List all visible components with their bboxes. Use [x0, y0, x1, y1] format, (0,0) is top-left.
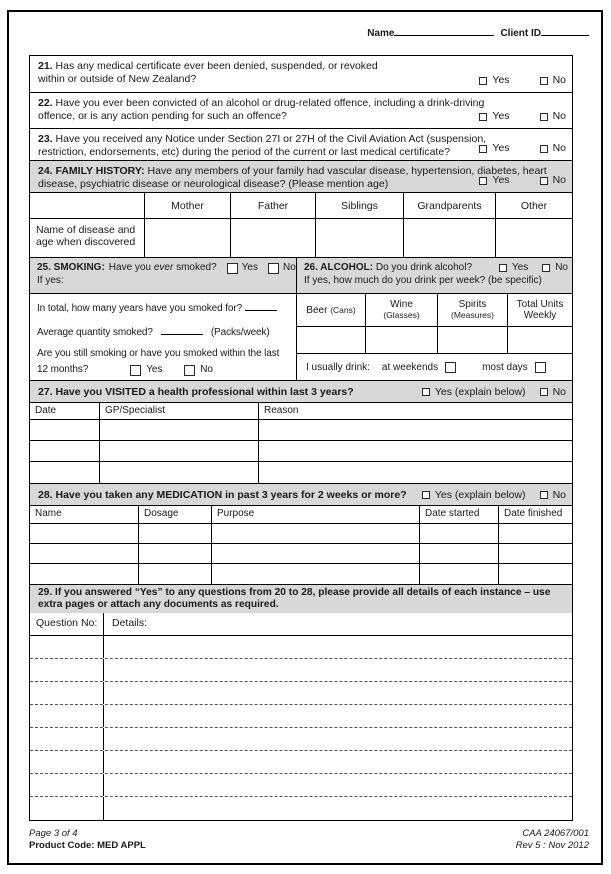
- family-table-header: [30, 193, 572, 219]
- visit-col-gp-specialist: GP/Specialist: [99, 403, 258, 419]
- family-cell-siblings[interactable]: [315, 219, 403, 257]
- medication-table: [29, 505, 573, 585]
- med-date-finished-cell[interactable]: [498, 544, 572, 563]
- visit-reason-cell[interactable]: [258, 441, 572, 461]
- visit-date-cell[interactable]: [30, 462, 99, 483]
- table-row: [30, 524, 572, 544]
- q29-instruction: 29. If you answered “Yes” to any questions from 20 to 28, please provide all details of each instance – use extra pages or attach any documents as required.: [30, 585, 572, 613]
- med-date-started-cell[interactable]: [419, 544, 498, 563]
- question-28-medication: [29, 483, 573, 506]
- alcohol-beer-cell[interactable]: [297, 327, 365, 353]
- question-no-cell[interactable]: [30, 774, 104, 796]
- details-cell[interactable]: [104, 774, 572, 796]
- footer-right: [516, 828, 589, 851]
- med-col-name: Name: [35, 508, 62, 519]
- q25-label: 25. SMOKING:: [37, 262, 105, 273]
- med-name-cell[interactable]: [30, 544, 138, 563]
- product-code: Product Code: MED APPL: [29, 839, 146, 851]
- med-name-cell[interactable]: [30, 524, 138, 543]
- visit-col-reason: Reason: [258, 403, 572, 419]
- alcohol-wine-cell[interactable]: [366, 327, 437, 353]
- visit-table: [29, 402, 573, 484]
- alcohol-total-units-cell[interactable]: [508, 327, 572, 353]
- med-col-date-started: Date started: [419, 506, 498, 523]
- q21-text-line1: 21. Has any medical certificate ever been denied, suspended, or revoked: [38, 60, 378, 72]
- q22-no-label: No: [552, 110, 566, 122]
- question-22: [29, 92, 573, 129]
- q26-no-checkbox[interactable]: [542, 264, 550, 272]
- table-row: [30, 659, 572, 682]
- question-no-cell[interactable]: [30, 659, 104, 681]
- q28-answer: [422, 489, 566, 501]
- details-cell[interactable]: [104, 751, 572, 773]
- family-cell-mother[interactable]: [144, 219, 230, 257]
- visit-gp-cell[interactable]: [99, 462, 258, 483]
- question-21: [29, 55, 573, 93]
- visit-date-cell[interactable]: [30, 420, 99, 440]
- q22-yes-label: Yes: [492, 110, 510, 122]
- q22-answer: [479, 110, 566, 123]
- table-row: [30, 728, 572, 751]
- footer-left: [29, 828, 146, 851]
- med-col-date-finished: Date finished: [498, 506, 572, 523]
- family-col-other: Other: [495, 193, 572, 218]
- med-date-finished-cell[interactable]: [498, 564, 572, 584]
- q25-no-label: No: [282, 262, 296, 273]
- q28-yes-label: Yes (explain below): [434, 488, 526, 501]
- medication-table-header: [30, 506, 572, 524]
- details-cell[interactable]: [104, 636, 572, 658]
- med-col-dosage: Dosage: [138, 506, 211, 523]
- client-id-input-line[interactable]: [541, 26, 589, 36]
- table-row: [30, 797, 572, 820]
- med-dosage-cell[interactable]: [138, 564, 211, 584]
- q21-no-label: No: [552, 74, 566, 86]
- smoking-average-input-line[interactable]: [161, 325, 203, 335]
- med-purpose-cell[interactable]: [211, 564, 419, 584]
- details-cell[interactable]: [104, 659, 572, 681]
- q23-text-line2: restriction, endorsements, etc) during the period of the current or last medical certificate?: [38, 146, 451, 158]
- q27-no-checkbox[interactable]: [540, 388, 548, 396]
- med-col-purpose: Purpose: [211, 506, 419, 523]
- q24-no-checkbox[interactable]: [540, 177, 548, 185]
- q25-yes-label: Yes: [241, 262, 258, 273]
- visit-date-cell[interactable]: [30, 441, 99, 461]
- q27-no-label: No: [552, 385, 566, 398]
- q28-label: 28. Have you taken any MEDICATION in past 3 years for 2 weeks or more?: [38, 488, 407, 501]
- q25-no-checkbox[interactable]: [268, 263, 279, 274]
- weekends-checkbox[interactable]: [445, 362, 456, 373]
- q21-yes-checkbox[interactable]: [479, 77, 487, 85]
- table-row: [30, 462, 572, 483]
- most-days-checkbox[interactable]: [535, 362, 546, 373]
- smoking-years-input-line[interactable]: [245, 301, 277, 311]
- q23-text-line1: 23. Have you received any Notice under Section 27I or 27H of the Civil Aviation Act (suspension,: [38, 133, 487, 145]
- q25-if-yes-label: If yes:: [37, 274, 64, 286]
- question-no-cell[interactable]: [30, 797, 104, 820]
- family-col-siblings: Siblings: [315, 193, 403, 218]
- family-table-row: [30, 219, 572, 257]
- usual-drinking-row: [297, 354, 572, 380]
- visit-reason-cell[interactable]: [258, 420, 572, 440]
- details-cell[interactable]: [104, 728, 572, 750]
- table-row: [30, 774, 572, 797]
- alcohol-col-spirits: Spirits (Measures): [437, 294, 507, 353]
- visit-col-date: Date: [35, 405, 57, 416]
- name-input-line[interactable]: [394, 26, 494, 36]
- med-purpose-cell[interactable]: [211, 524, 419, 543]
- smoking-still-yes-checkbox[interactable]: [130, 365, 141, 376]
- family-col-father: Father: [230, 193, 315, 218]
- smoking-still-no-checkbox[interactable]: [184, 365, 195, 376]
- revision-info: Rev 5 : Nov 2012: [515, 839, 589, 851]
- usually-drink-label: I usually drink:: [306, 361, 370, 373]
- q21-no-checkbox[interactable]: [540, 77, 548, 85]
- details-cell[interactable]: [104, 682, 572, 704]
- question-no-cell[interactable]: [30, 636, 104, 658]
- alcohol-units-table: [297, 294, 572, 354]
- q26-question: Do you drink alcohol?: [375, 262, 473, 273]
- question-29-details-section: [29, 584, 573, 821]
- q28-no-checkbox[interactable]: [540, 491, 548, 499]
- question-23: [29, 128, 573, 161]
- q27-label: 27. Have you VISITED a health professional within last 3 years?: [38, 385, 354, 398]
- q24-answer: [479, 174, 566, 187]
- name-label: Name: [367, 28, 395, 39]
- visit-gp-cell[interactable]: [99, 420, 258, 440]
- question-no-cell[interactable]: [30, 682, 104, 704]
- med-date-started-cell[interactable]: [419, 564, 498, 584]
- q22-no-checkbox[interactable]: [540, 113, 548, 121]
- table-row: [30, 544, 572, 564]
- q24-yes-checkbox[interactable]: [479, 177, 487, 185]
- smoking-still-answer: 12 months? Yes No: [37, 364, 213, 375]
- family-row-label: Name of disease and age when discovered: [36, 224, 136, 248]
- smoking-still-yes-label: Yes: [146, 364, 163, 375]
- q21-answer: [479, 74, 566, 87]
- table-row: [30, 564, 572, 584]
- q27-yes-checkbox[interactable]: [422, 388, 430, 396]
- family-col-grandparents: Grandparents: [403, 193, 495, 218]
- table-row: [30, 441, 572, 462]
- alcohol-col-total-units: Total Units Weekly: [507, 294, 572, 353]
- q22-yes-checkbox[interactable]: [479, 113, 487, 121]
- med-purpose-cell[interactable]: [211, 544, 419, 563]
- question-24-family-history: [29, 160, 573, 193]
- q26-label: 26. ALCOHOL:: [304, 262, 374, 273]
- visit-gp-cell[interactable]: [99, 441, 258, 461]
- form-body: [29, 55, 573, 821]
- q23-no-label: No: [552, 142, 566, 154]
- page-number: Page 3 of 4: [29, 828, 78, 839]
- q26-yes-label: Yes: [511, 262, 529, 273]
- smoking-detail-section: [30, 294, 297, 380]
- smoking-average-question: Average quantity smoked? (Packs/week): [37, 327, 270, 338]
- q26-yes-checkbox[interactable]: [499, 264, 507, 272]
- question-no-cell[interactable]: [30, 728, 104, 750]
- details-cell[interactable]: [104, 705, 572, 727]
- q27-yes-label: Yes (explain below): [434, 385, 526, 398]
- q21-yes-label: Yes: [492, 74, 510, 86]
- document-reference: CAA 24067/001: [522, 828, 589, 839]
- q25-yes-checkbox[interactable]: [227, 263, 238, 274]
- visit-table-header: [30, 403, 572, 420]
- med-date-started-cell[interactable]: [419, 524, 498, 543]
- q23-yes-checkbox[interactable]: [479, 145, 487, 153]
- page-border-frame: [7, 10, 603, 865]
- smoking-still-no-label: No: [200, 364, 213, 375]
- q23-no-checkbox[interactable]: [540, 145, 548, 153]
- family-history-table: [29, 192, 573, 258]
- family-cell-other[interactable]: [495, 219, 572, 257]
- details-cell[interactable]: [104, 797, 572, 820]
- family-col-mother: Mother: [144, 193, 230, 218]
- med-name-cell[interactable]: [30, 564, 138, 584]
- q26-no-label: No: [555, 262, 568, 273]
- q25-q26-header-row: [29, 257, 573, 294]
- q26-if-yes-label: If yes, how much do you drink per week? (be specific): [304, 274, 542, 286]
- smoking-still-line1: Are you still smoking or have you smoked within the last: [37, 348, 280, 359]
- details-label: Details:: [112, 617, 148, 629]
- q23-yes-label: Yes: [492, 142, 510, 154]
- q24-text-line1: 24. FAMILY HISTORY: Have any members of your family had vascular disease, hypertension, diabetes, heart: [38, 165, 547, 177]
- family-cell-father[interactable]: [230, 219, 315, 257]
- question-no-cell[interactable]: [30, 705, 104, 727]
- q24-yes-label: Yes: [492, 174, 510, 186]
- q22-text-line1: 22. Have you ever been convicted of an alcohol or drug-related offence, including a drink-driving: [38, 97, 485, 109]
- details-table-header: [30, 613, 572, 636]
- q24-no-label: No: [552, 174, 566, 186]
- med-date-finished-cell[interactable]: [498, 524, 572, 543]
- alcohol-col-beer: Beer (Cans): [297, 294, 365, 353]
- q28-yes-checkbox[interactable]: [422, 491, 430, 499]
- family-col-blank: [30, 193, 144, 218]
- med-dosage-cell[interactable]: [138, 544, 211, 563]
- table-row: [30, 751, 572, 774]
- alcohol-spirits-cell[interactable]: [438, 327, 507, 353]
- table-row: [30, 420, 572, 441]
- table-row: [30, 682, 572, 705]
- most-days-label: most days: [482, 361, 528, 373]
- q23-answer: [479, 142, 566, 155]
- question-no-label: Question No:: [30, 613, 104, 635]
- q21-text-line2: within or outside of New Zealand?: [38, 73, 197, 85]
- q24-text-line2: disease, psychiatric disease or neurological disease? (Please mention age): [38, 178, 389, 190]
- alcohol-detail-section: [297, 294, 572, 380]
- q22-text-line2: offence, or is any action pending for such an offence?: [38, 110, 287, 122]
- q25-q26-body-row: [29, 293, 573, 381]
- smoking-years-question: In total, how many years have you smoked for?: [37, 301, 293, 315]
- identity-header: [367, 26, 589, 39]
- q28-no-label: No: [552, 488, 566, 501]
- table-row: [30, 705, 572, 728]
- question-no-cell[interactable]: [30, 751, 104, 773]
- question-26-alcohol: [297, 258, 572, 293]
- client-id-label: Client ID: [500, 28, 541, 39]
- visit-reason-cell[interactable]: [258, 462, 572, 483]
- question-25-smoking: 25. SMOKING: Have you ever smoked? Yes No If yes:: [30, 258, 297, 293]
- family-cell-grandparents[interactable]: [403, 219, 495, 257]
- question-27-visited: [29, 380, 573, 403]
- alcohol-col-wine: Wine (Glasses): [365, 294, 437, 353]
- med-dosage-cell[interactable]: [138, 524, 211, 543]
- table-row: [30, 636, 572, 659]
- q27-answer: [422, 386, 566, 398]
- weekends-label: at weekends: [381, 361, 439, 373]
